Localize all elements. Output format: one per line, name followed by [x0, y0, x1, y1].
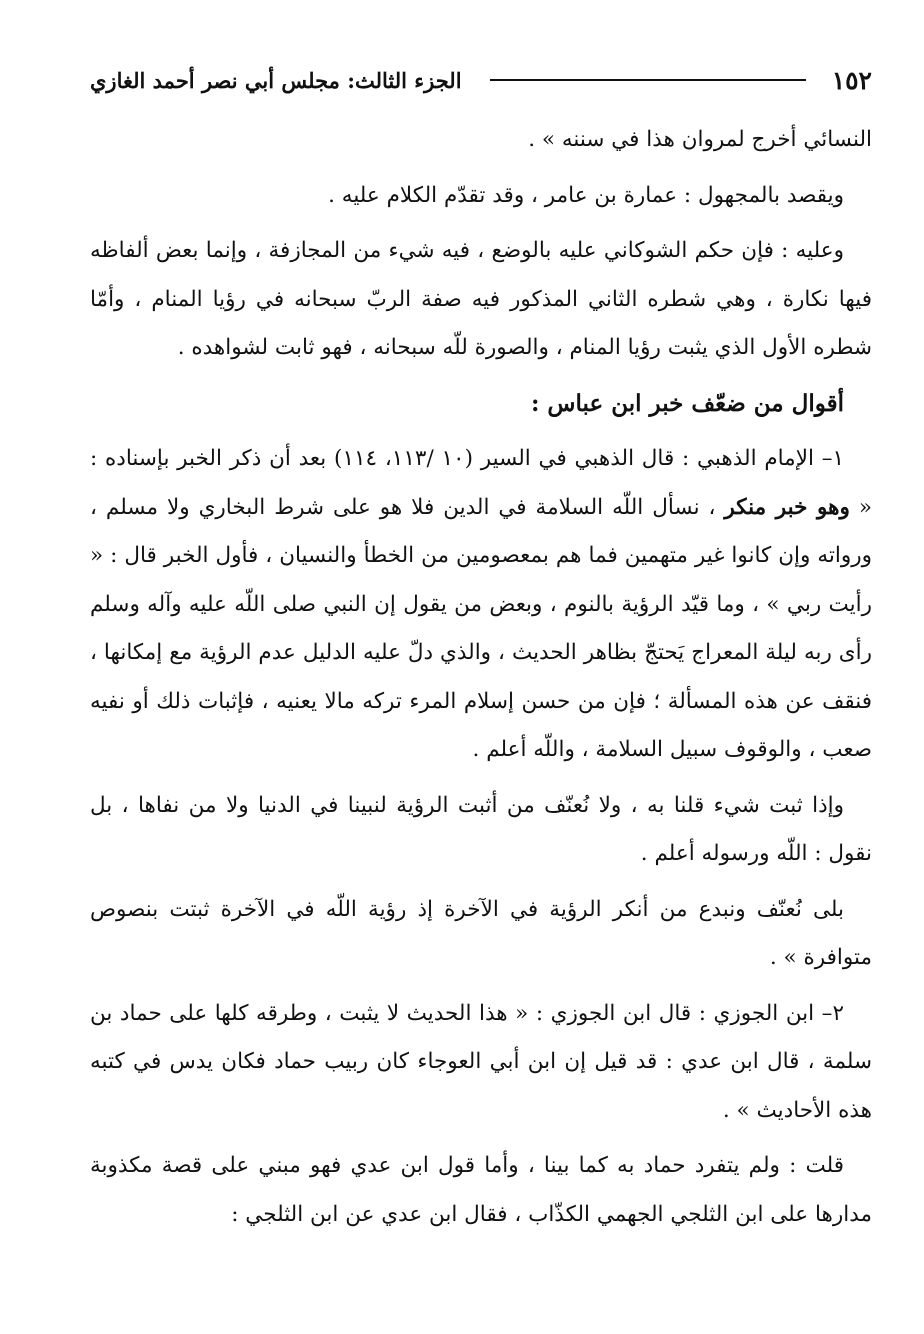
running-header	[90, 58, 872, 102]
paragraph-4-bold-quote: وهو خبر منكر	[724, 494, 850, 520]
page-body	[90, 116, 872, 1239]
paragraph-6: بلى نُعنّف ونبدع من أنكر الرؤية في الآخرة إذ رؤية اللّه في الآخرة ثبتت بنصوص متوافرة » .	[90, 896, 872, 970]
paragraph-5: وإذا ثبت شيء قلنا به ، ولا نُعنّف من أثبت الرؤية لنبينا في الدنيا ولا من نفاها ، بل نقول : اللّه ورسوله أعلم .	[90, 792, 872, 866]
paragraph-7: ٢– ابن الجوزي : قال ابن الجوزي : « هذا الحديث لا يثبت ، وطرقه كلها على حماد بن سلمة ، قال ابن عدي : قد قيل إن ابن أبي العوجاء كان ربيب حماد فكان يدس في كتبه هذه الأحاديث » .	[90, 1000, 873, 1123]
paragraph-4-text-a: ١– الإمام الذهبي : قال الذهبي في السير (١٠ /١١٣، ١١٤) بعد أن ذكر الخبر بإسناده : «	[90, 446, 872, 520]
section-heading: أقوال من ضعّف خبر ابن عباس :	[530, 389, 844, 417]
paragraph-1: النسائي أخرج لمروان هذا في سننه » .	[528, 127, 872, 152]
paragraph-4	[90, 435, 872, 775]
running-title: الجزء الثالث: مجلس أبي نصر أحمد الغازي	[90, 67, 462, 93]
paragraph-8: قلت : ولم يتفرد حماد به كما بينا ، وأما قول ابن عدي فهو مبني على قصة مكذوبة مدارها على ابن الثلجي الجهمي الكذّاب ، فقال ابن عدي عن ابن الثلجي :	[90, 1153, 872, 1227]
paragraph-4-text-b: ، نسأل اللّه السلامة في الدين فلا هو على شرط البخاري ولا مسلم ، ورواته وإن كانوا غير متهمين فما هم بمعصومين من الخطأ والنسيان ، فأول الخبر قال : « رأيت ربي » ، وما قيّد الرؤية بالنوم ، وبعض من يقول إن النبي صلى اللّه عليه وآله وسلم رأى ربه ليلة المعراج يَحتجّ بظاهر الحديث ، والذي دلّ عليه الدليل عدم الرؤية مع إمكانها ، فنقف عن هذه المسألة ؛ فإن من حسن إسلام المرء تركه مالا يعنيه ، فإثبات ذلك أو نفيه صعب ، والوقوف سبيل السلامة ، واللّه أعلم .	[90, 494, 872, 762]
page-number: ١٥٢	[831, 65, 872, 95]
header-rule	[490, 79, 806, 81]
paragraph-3: وعليه : فإن حكم الشوكاني عليه بالوضع ، فيه شيء من المجازفة ، وإنما بعض ألفاظه فيها نكارة ، وهي شطره الثاني المذكور فيه صفة الربّ سبحانه في رؤيا المنام ، وأمّا شطره الأول الذي يثبت رؤيا المنام ، والصورة للّه سبحانه ، فهو ثابت لشواهده .	[90, 238, 872, 360]
book-page	[90, 58, 872, 1320]
paragraph-2: ويقصد بالمجهول : عمارة بن عامر ، وقد تقدّم الكلام عليه .	[328, 182, 844, 208]
